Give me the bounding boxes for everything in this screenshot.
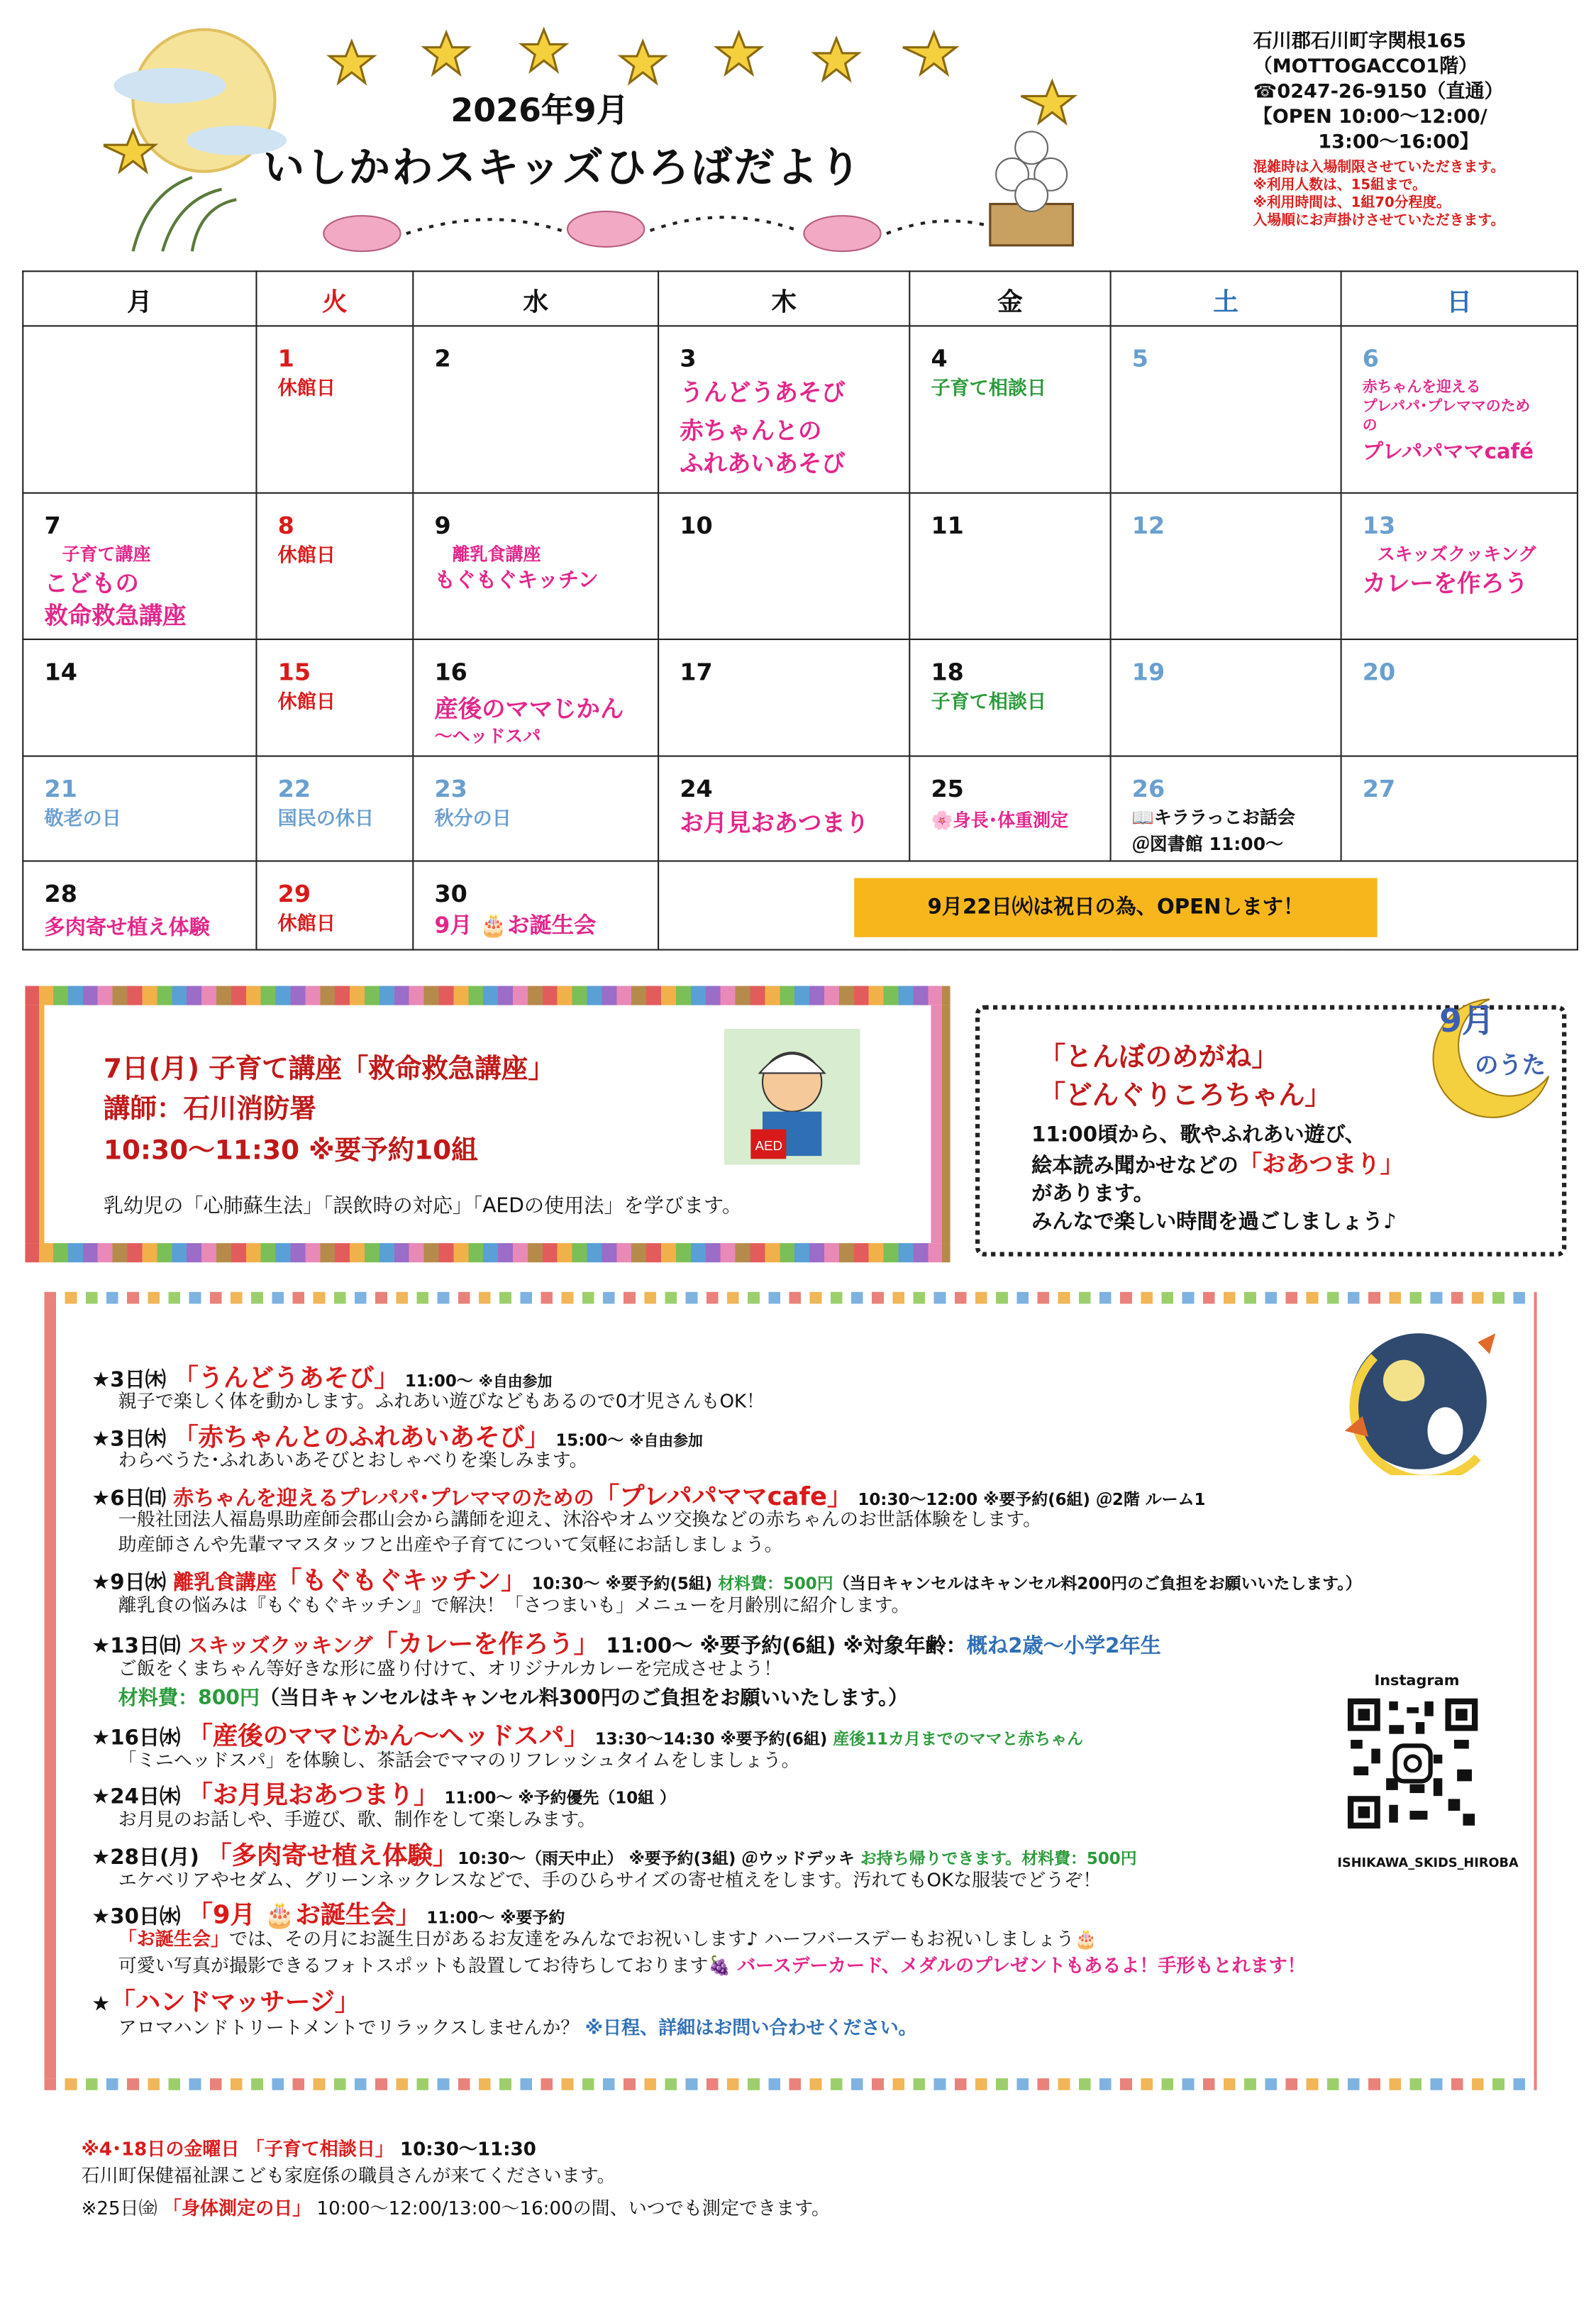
svg-text:AED: AED: [755, 1137, 783, 1153]
event-row-13-curry: ★13日㈰ スキッズクッキング「カレーを作ろう」 11:00～ ※要予約(6組) ※対象年齢：概ね2歳～小学2年生: [92, 1630, 1161, 1660]
weekday-tue: 火: [256, 271, 413, 326]
moon-rabbit-icon: [1330, 1328, 1522, 1475]
instagram-account: ISHIKAWA_SKIDS_HIROBA: [1337, 1856, 1519, 1872]
day-cell-28: 28 多肉寄せ植え体験: [23, 861, 256, 950]
event-row-6-cafe: ★6日㈰ 赤ちゃんを迎えるプレパパ･プレママのための「プレパパママcafe」 10:30～12:00 ※要予約(6組) ＠2階 ルーム1: [92, 1482, 1206, 1513]
event-row-3-undou: ★3日㈭ 「うんどうあそび」 11:00～ ※自由参加: [92, 1364, 553, 1394]
event-desc-13-curry: ご飯をくまちゃん等好きな形に盛り付けて、オリジナルカレーを完成させよう！: [118, 1657, 782, 1679]
day-cell-27: 27: [1341, 756, 1578, 860]
day-cell-15: 15 休館日: [256, 639, 413, 756]
footer-consult-day: ※4･18日の金曜日 「子育て相談日」 10:30～11:30: [81, 2137, 536, 2160]
day-cell-18: 18 子育て相談日: [909, 639, 1110, 756]
event-desc-6-cafe-1: 一般社団法人福島県助産師会郡山会から講師を迎え、沐浴やオムツ交換などの赤ちゃんのお世話体験をします。: [118, 1507, 1042, 1530]
day-cell-16: 16 産後のママじかん ～ヘッドスパ: [413, 639, 658, 756]
open-hours: 【OPEN 10:00～12:00/: [1253, 106, 1487, 129]
firefighter-aed-icon: [724, 1029, 860, 1165]
lecture-title: 7日(月) 子育て講座「救命救急講座」: [103, 1054, 555, 1086]
week-4: [23, 756, 1578, 860]
lecture-description: 乳幼児の「心肺蘇生法」「誤飲時の対応」「AEDの使用法」を学びます。: [103, 1194, 743, 1218]
footer-measure-day: ※25日㈮ 「身体測定の日」 10:00～12:00/13:00～16:00の間、いつでも測定できます。: [81, 2196, 831, 2219]
day-cell-2: 2: [413, 326, 658, 492]
calendar-table: [22, 270, 1578, 950]
song-title-1: 「とんぼのめがね」: [1038, 1042, 1279, 1074]
song-title-2: 「どんぐりころちゃん」: [1038, 1080, 1332, 1112]
day-cell-17: 17: [658, 639, 909, 756]
day-cell-22: 22 国民の休日: [256, 756, 413, 860]
facility-info: [1253, 30, 1505, 231]
event-row-30-birthday: ★30日㈬ 「9月 🎂お誕生会」 11:00～ ※要予約: [92, 1901, 565, 1931]
week-3: [23, 639, 1578, 756]
day-cell-21: 21 敬老の日: [23, 756, 256, 860]
event-row-handmassage: ★「ハンドマッサージ」: [92, 1988, 360, 2018]
instagram-label: Instagram: [1374, 1673, 1460, 1690]
day-cell-3: 3 うんどうあそび 赤ちゃんとの ふれあいあそび: [658, 326, 909, 492]
day-cell-5: 5: [1111, 326, 1341, 492]
day-cell-12: 12: [1111, 492, 1341, 639]
day-cell-1: 1 休館日: [256, 326, 413, 492]
day-cell-20: 20: [1341, 639, 1578, 756]
lecture-time: 10:30～11:30 ※要予約10組: [103, 1135, 478, 1166]
day-cell-26: 26 📖キララっこお話会 ＠図書館 11:00～: [1111, 756, 1341, 860]
weekday-fri: 金: [909, 271, 1110, 326]
instagram-qr-code[interactable]: [1345, 1696, 1481, 1832]
crowd-note: 混雑時は入場制限させていただきます。: [1253, 159, 1505, 176]
event-desc-handmassage: アロマハンドトリートメントでリラックスしませんか？ ※日程、詳細はお問い合わせください。: [118, 2016, 917, 2039]
address-building: （MOTTOGACCO1階）: [1253, 56, 1478, 79]
day-cell-9: 9 離乳食講座 もぐもぐキッチン: [413, 492, 658, 639]
week-1: [23, 326, 1578, 492]
newsletter-month: 2026年9月: [450, 93, 629, 131]
footer-consult-staff: 石川町保健福祉課こども家庭係の職員さんが来てくださいます。: [81, 2163, 616, 2187]
time-limit-note: ※利用時間は、1組70分程度。: [1253, 194, 1451, 211]
day-cell-11: 11: [909, 492, 1110, 639]
newsletter-title: いしかわスキッズひろばだより: [262, 143, 863, 192]
event-desc-6-cafe-2: 助産師さんや先輩ママスタッフと出産や子育てについて気軽にお話しましょう。: [118, 1533, 783, 1555]
day-cell-7: 7 子育て講座 こどもの 救命救急講座: [23, 492, 256, 639]
day-cell-14: 14: [23, 639, 256, 756]
event-row-3-fureai: ★3日㈭ 「赤ちゃんとのふれあいあそび」 15:00～ ※自由参加: [92, 1423, 703, 1453]
week-2: [23, 492, 1578, 639]
weekday-sat: 土: [1111, 271, 1341, 326]
event-desc-16-headspa: 「ミニヘッドスパ」を体験し、茶話会でママのリフレッシュタイムをしましょう。: [118, 1748, 800, 1771]
instagram-icon: [1395, 1745, 1431, 1781]
event-row-28-succulent: ★28日(月) 「多肉寄せ植え体験」10:30～（雨天中止） ※要予約(3組) ＠ウッドデッキ お持ち帰りできます。材料費：500円: [92, 1841, 1137, 1872]
rabbit-icons: [323, 211, 880, 251]
dango-icon: [990, 131, 1073, 245]
day-cell-24: 24 お月見おあつまり: [658, 756, 909, 860]
open-hours-afternoon: 13:00～16:00】: [1318, 131, 1479, 154]
event-row-24-otsukimi: ★24日㈭ 「お月見おあつまり」 11:00～ ※予約優先（10組 ）: [92, 1781, 676, 1811]
event-row-9-kitchen: ★9日㈬ 離乳食講座「もぐもぐキッチン」 10:30～ ※要予約(5組) 材料費：500円（当日キャンセルはキャンセル料200円のご負担をお願いいたします。）: [92, 1567, 1362, 1596]
day-cell-8: 8 休館日: [256, 492, 413, 639]
phone-number: ☎0247-26-9150（直通）: [1253, 81, 1504, 104]
day-cell-6: 6 赤ちゃんを迎える プレパパ･プレママのため の プレパパママcafé: [1341, 326, 1578, 492]
song-description: 11:00頃から、歌やふれあい遊び、 絵本読み聞かせなどの「おあつまり」 があります。 みんなで楽しい時間を過ごしましょう♪: [1031, 1123, 1404, 1235]
weekday-wed: 水: [413, 271, 658, 326]
day-cell-30: 30 9月 🎂お誕生会: [413, 861, 658, 950]
cloud-icon: [113, 68, 226, 104]
weekday-mon: 月: [23, 271, 256, 326]
weekday-header-row: [23, 271, 1578, 326]
capacity-note: ※利用人数は、15組まで。: [1253, 177, 1426, 194]
event-desc-3-fureai: わらべうた･ふれあいあそびとおしゃべりを楽しみます。: [118, 1448, 588, 1471]
event-desc-30-birthday-2: 可愛い写真が撮影できるフォトスポットも設置してお待ちしております🍇 バースデーカード、メダルのプレゼントもあるよ！手形もとれます！: [118, 1954, 1306, 1977]
lecture-box: [25, 986, 950, 1263]
day-cell-29: 29 休館日: [256, 861, 413, 950]
address: 石川郡石川町字関根165: [1253, 31, 1466, 53]
day-cell-23: 23 秋分の日: [413, 756, 658, 860]
event-desc-9-kitchen: 離乳食の悩みは『もぐもぐキッチン』で解決！「さつまいも」メニューを月齢別に紹介します。: [118, 1593, 910, 1616]
event-desc-30-birthday-1: 「お誕生会」では、その月にお誕生日があるお友達をみんなでお祝いします♪ ハーフバースデーもお祝いしましょう🎂: [118, 1927, 1097, 1950]
day-cell-13: 13 スキッズクッキング カレーを作ろう: [1341, 492, 1578, 639]
day-cell-empty: [23, 326, 256, 492]
grass-icon: [133, 177, 236, 251]
holiday-open-notice: 9月22日㈫は祝日の為、OPENします！: [854, 878, 1377, 937]
event-desc-28-succulent: エケベリアやセダム、グリーンネックレスなどで、手のひらサイズの寄せ植えをします。汚れてもOKな服装でどうぞ！: [118, 1868, 1102, 1891]
weekday-thu: 木: [658, 271, 909, 326]
song-badge: 9月 のうた: [1416, 988, 1563, 1135]
lecture-instructor: 講師：石川消防署: [103, 1093, 316, 1125]
event-row-16-headspa: ★16日㈬ 「産後のママじかん～ヘッドスパ」 13:30～14:30 ※要予約(6組) 産後11カ月までのママと赤ちゃん: [92, 1722, 1084, 1752]
day-cell-19: 19: [1111, 639, 1341, 756]
weekday-sun: 日: [1341, 271, 1578, 326]
event-desc-3-undou: 親子で楽しく体を動かします。ふれあい遊びなどもあるので0才児さんもOK！: [118, 1389, 765, 1412]
event-fee-13-curry: 材料費：800円（当日キャンセルはキャンセル料300円のご負担をお願いいたします。）: [118, 1687, 909, 1711]
call-order-note: 入場順にお声掛けさせていただきます。: [1253, 212, 1505, 229]
day-cell-10: 10: [658, 492, 909, 639]
day-cell-25: 25 🌸身長･体重測定: [909, 756, 1110, 860]
event-desc-24-otsukimi: お月見のお話しや、手遊び、歌、制作をして楽しみます。: [118, 1807, 597, 1831]
day-cell-4: 4 子育て相談日: [909, 326, 1110, 492]
